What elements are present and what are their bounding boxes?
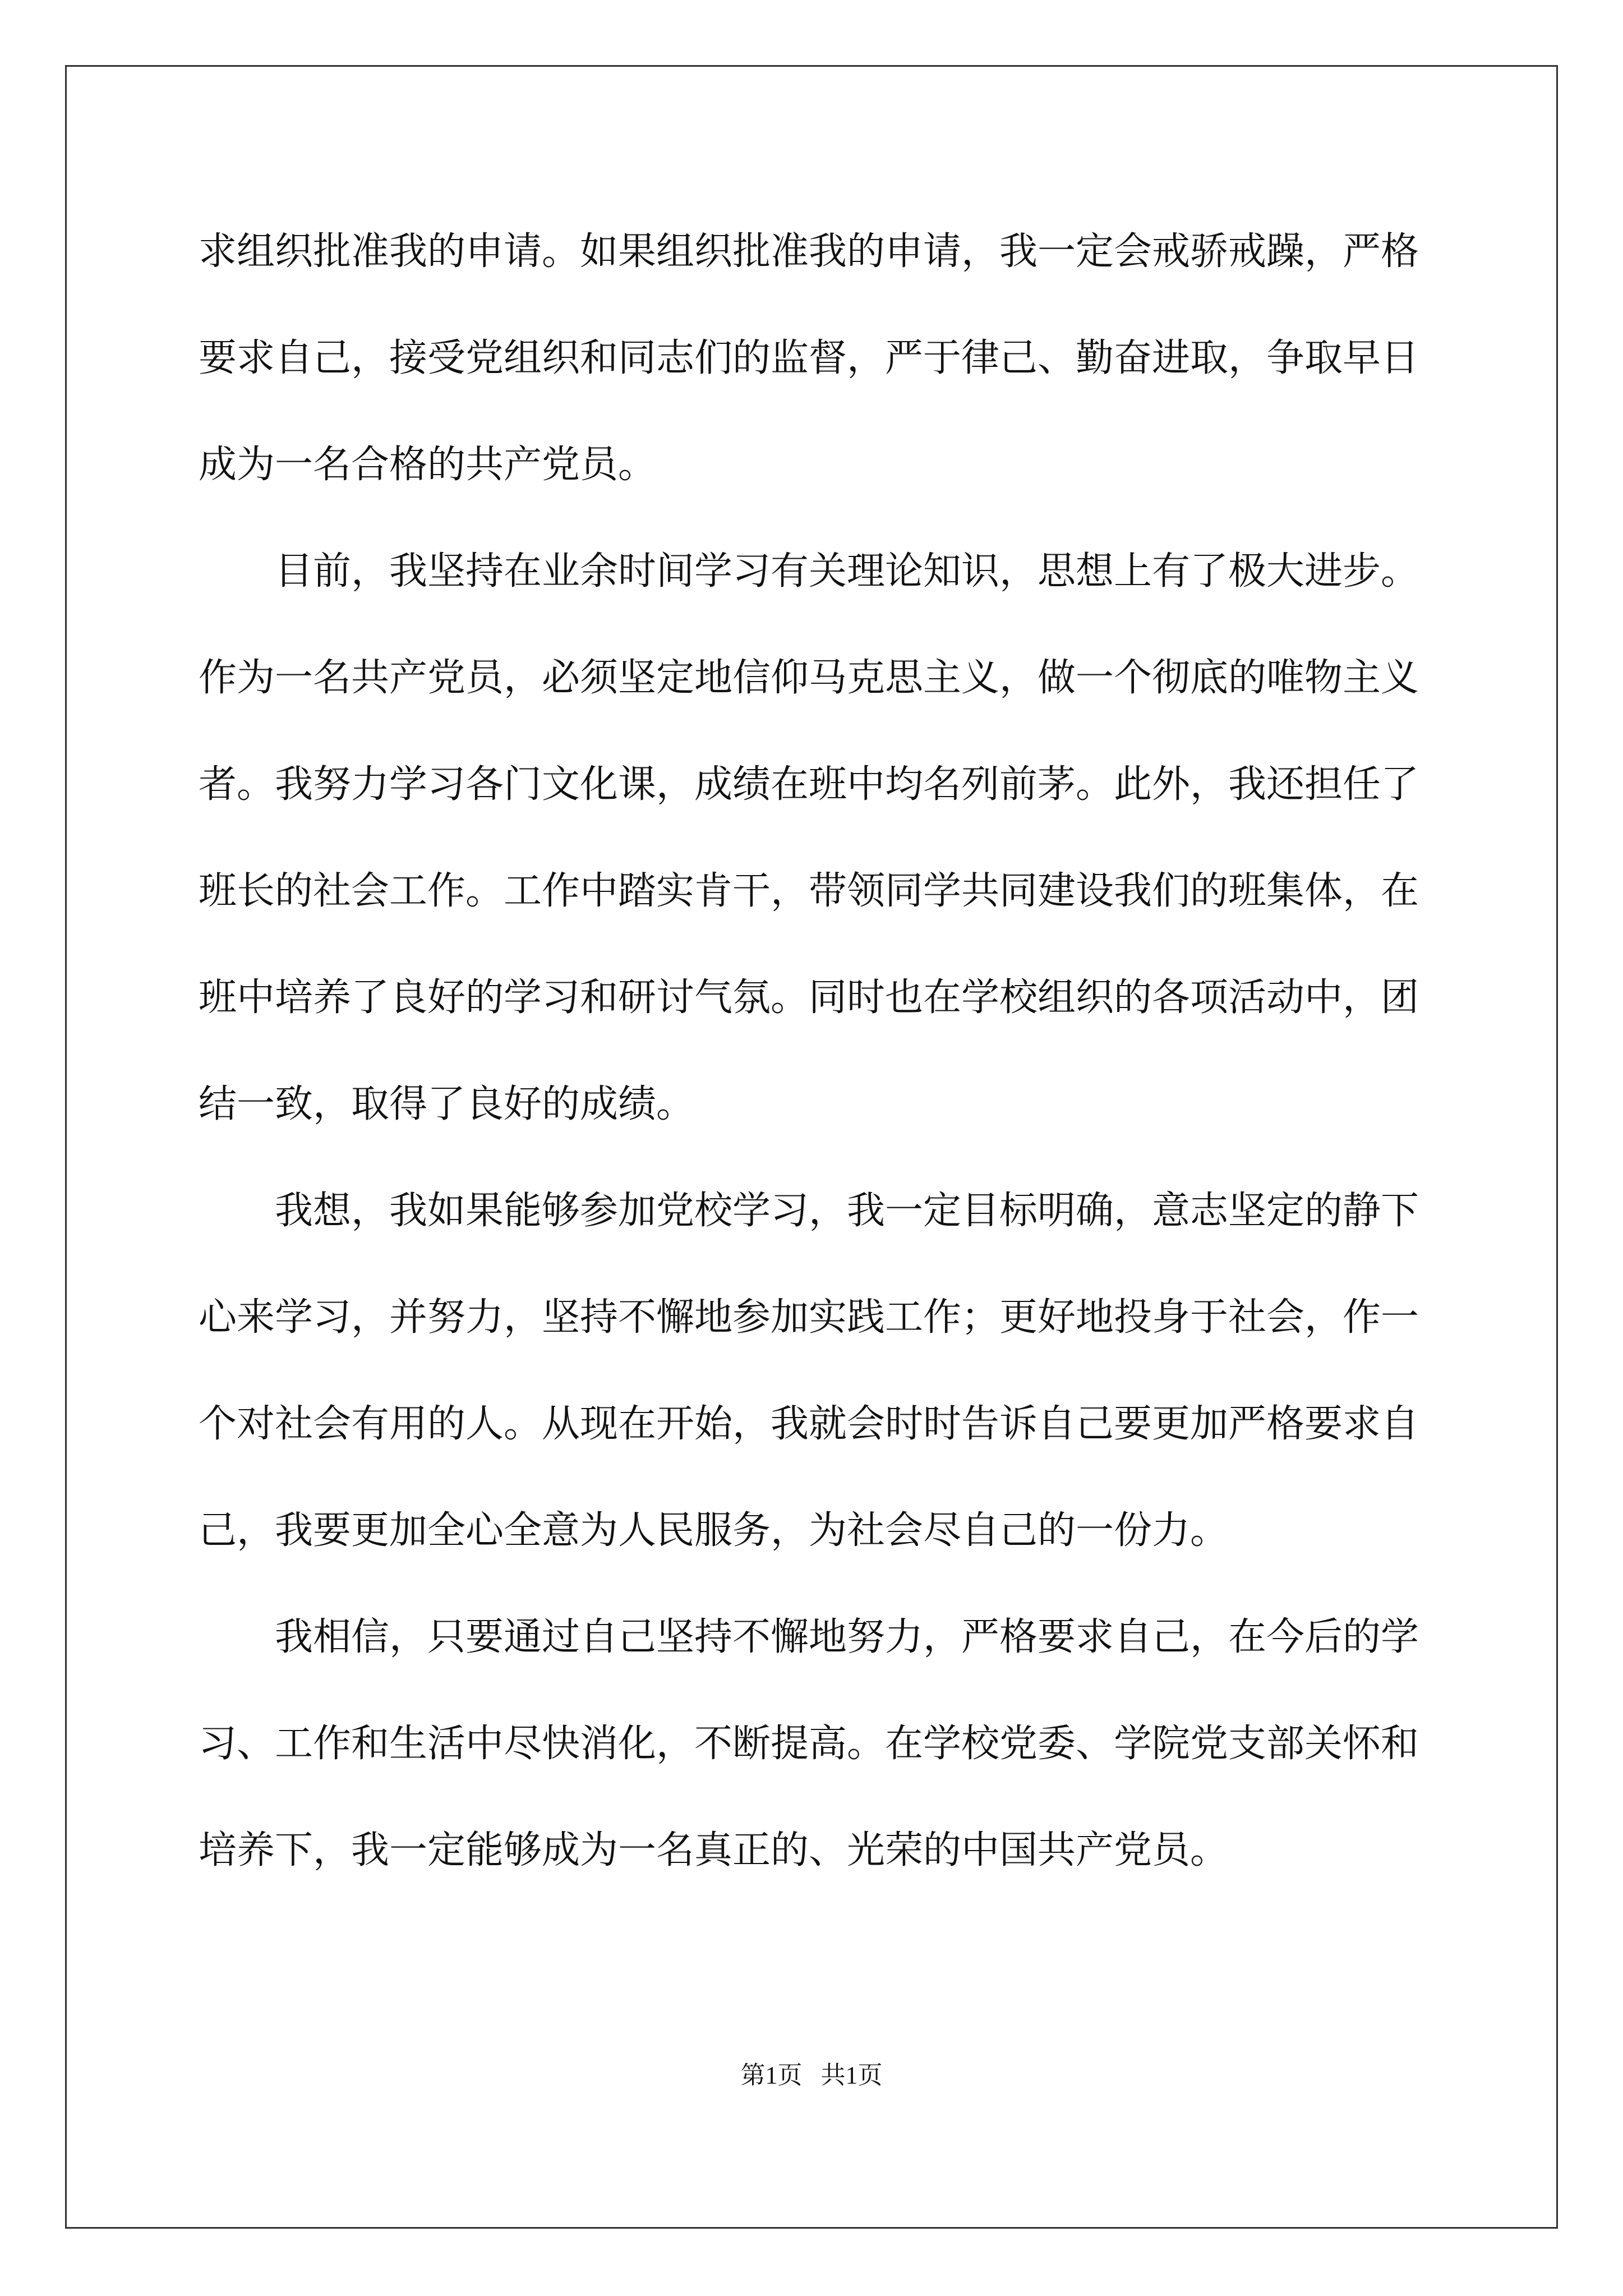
page-number-footer: 第1页 共1页 (740, 2062, 883, 2089)
paragraph-party-school: 我想，我如果能够参加党校学习，我一定目标明确，意志坚定的静下心来学习，并努力，坚持不懈地参加实践工作；更好地投身于社会，作一个对社会有用的人。从现在开始，我就会时时告诉自己要更加严格要求自己，我要更加全心全意为人民服务，为社会尽自己的一份力。 (199, 1189, 1419, 1553)
paragraph-conclusion: 我相信，只要通过自己坚持不懈地努力，严格要求自己，在今后的学习、工作和生活中尽快消化，不断提高。在学校党委、学院党支部关怀和培养下，我一定能够成为一名真正的、光荣的中国共产党员。 (199, 1615, 1419, 1872)
paragraph-continuation: 求组织批准我的申请。如果组织批准我的申请，我一定会戒骄戒躁，严格要求自己，接受党组织和同志们的监督，严于律己、勤奋进取，争取早日成为一名合格的共产党员。 (199, 229, 1419, 487)
document-body (199, 199, 1449, 1904)
paragraph-study-progress: 目前，我坚持在业余时间学习有关理论知识，思想上有了极大进步。作为一名共产党员，必须坚定地信仰马克思主义，做一个彻底的唯物主义者。我努力学习各门文化课，成绩在班中均名列前茅。此外，我还担任了班长的社会工作。工作中踏实肯干，带领同学共同建设我们的班集体，在班中培养了良好的学习和研讨气氛。同时也在学校组织的各项活动中，团结一致，取得了良好的成绩。 (199, 549, 1419, 1126)
